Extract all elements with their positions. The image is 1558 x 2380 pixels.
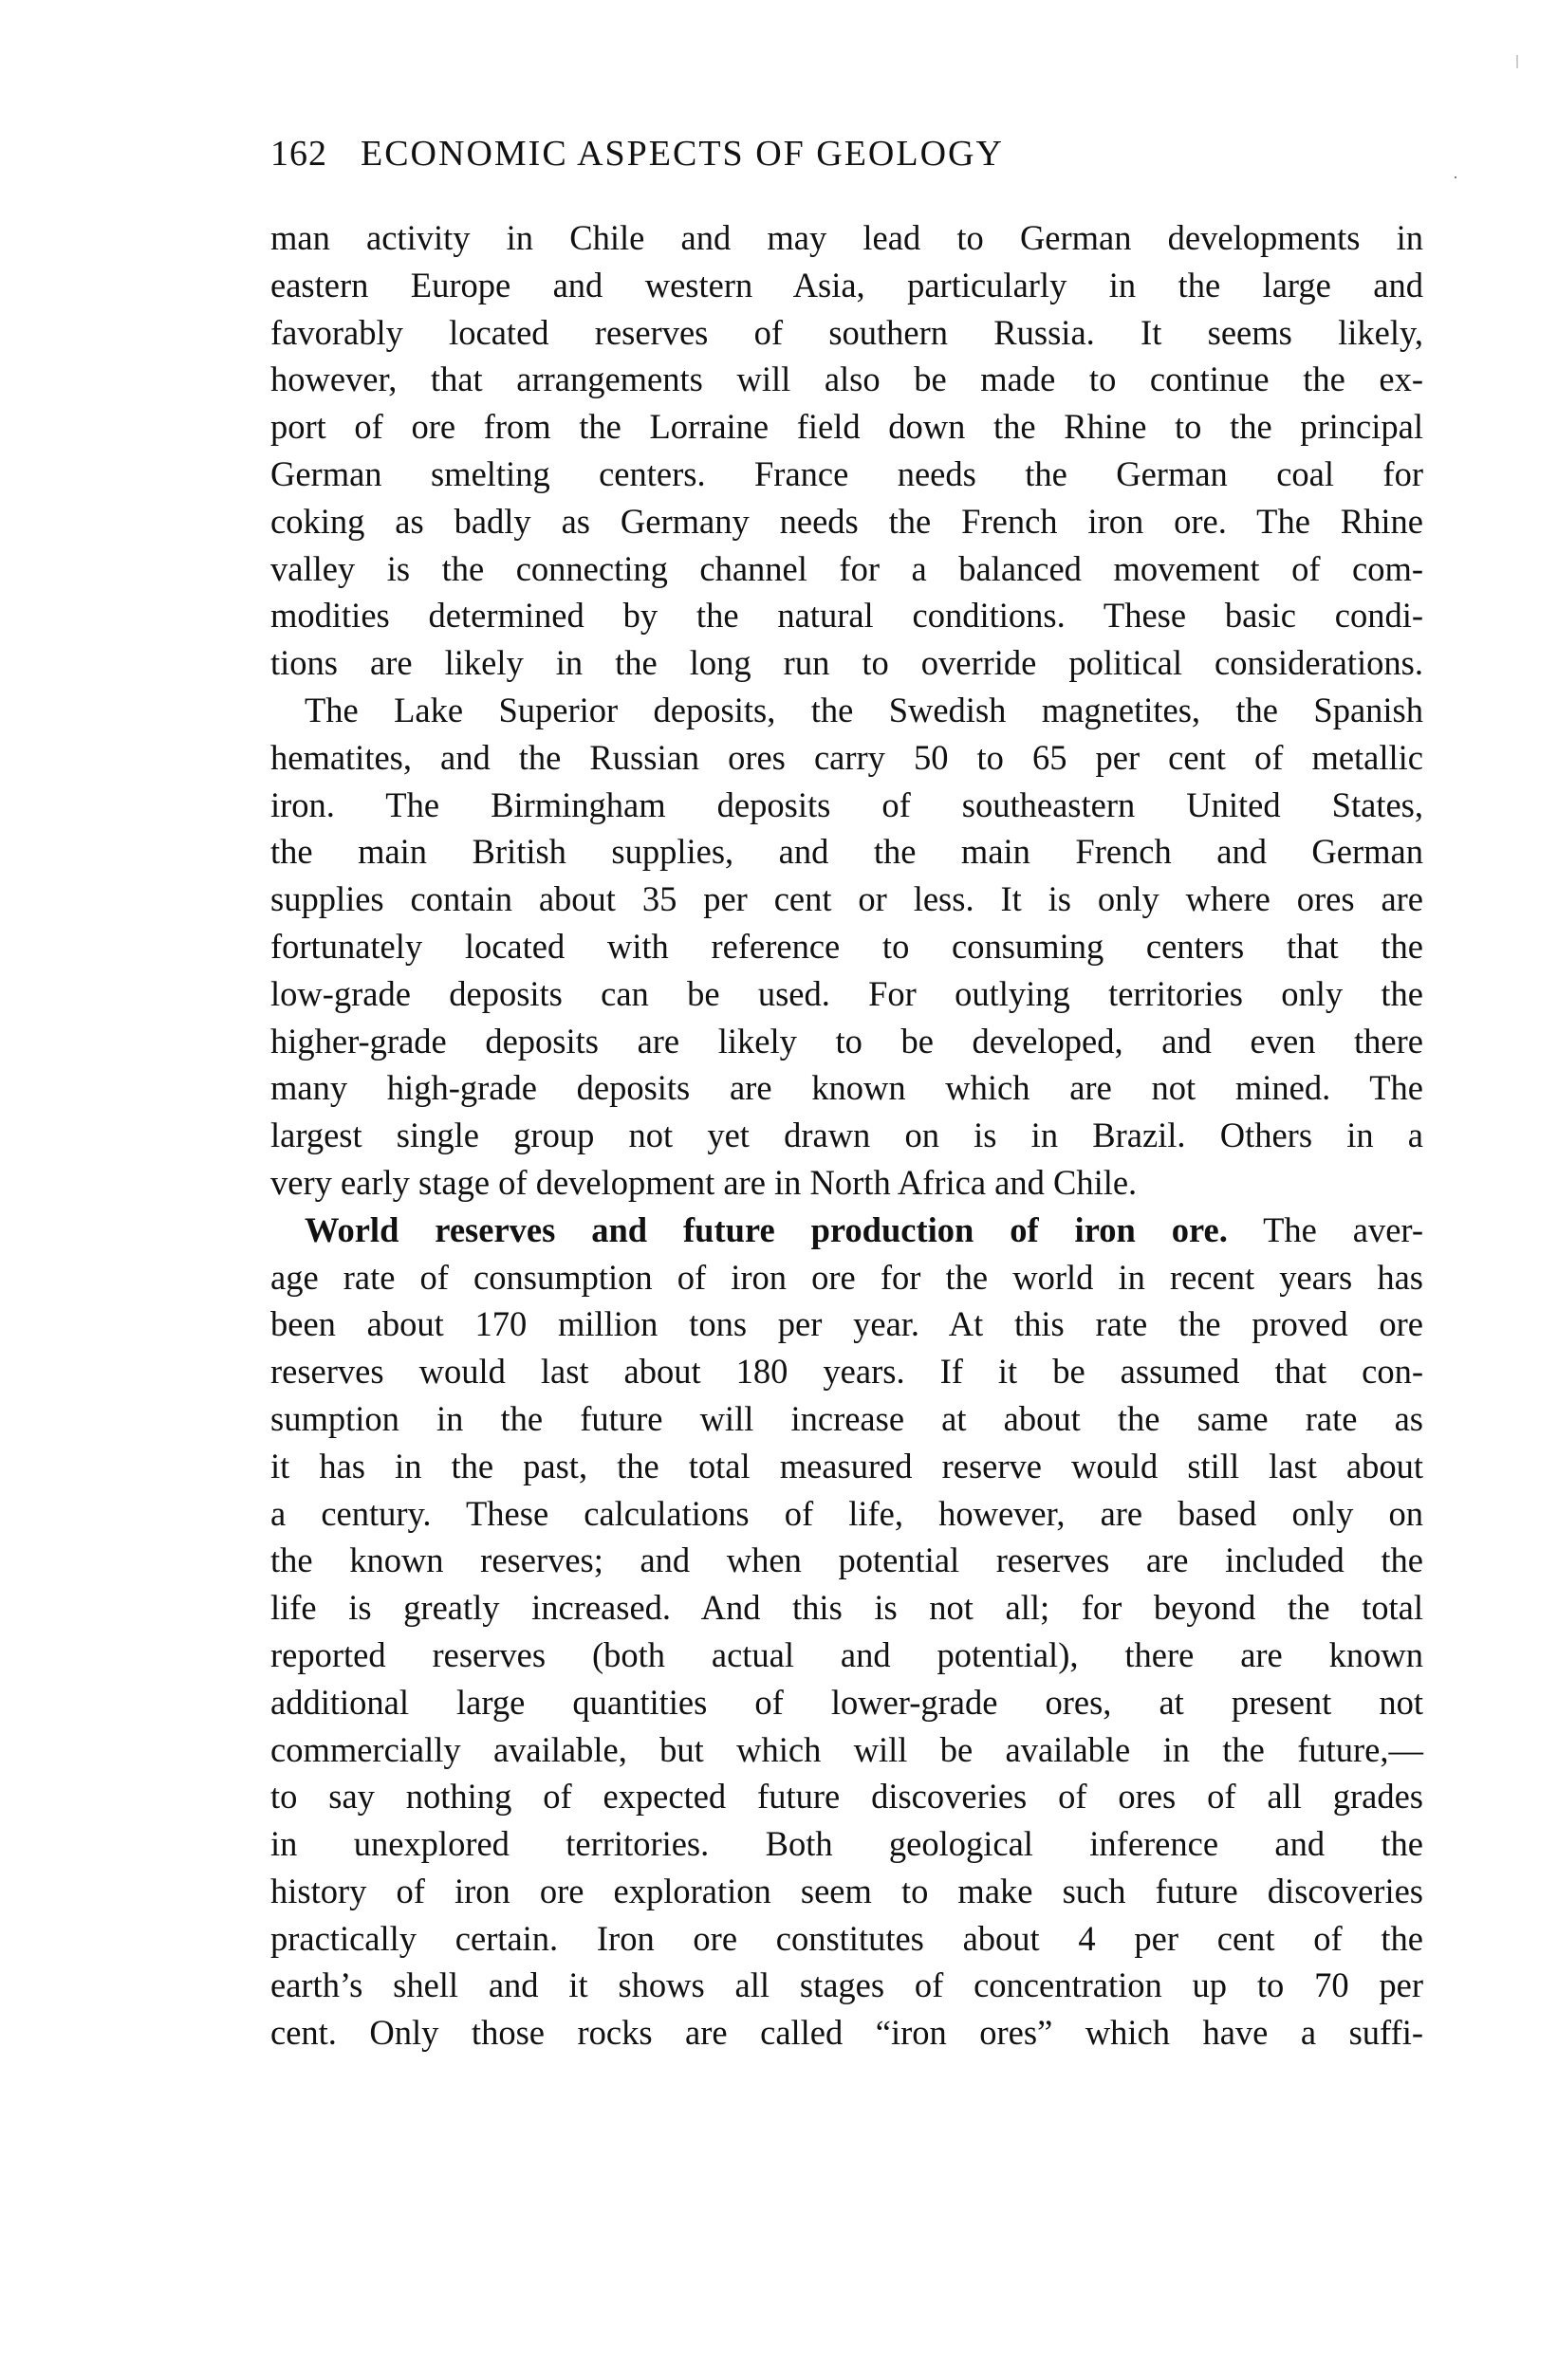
text-line: largest single group not yet drawn on is in Brazil. Others in a bbox=[270, 1116, 1423, 1155]
text-line: the main British supplies, and the main French and German bbox=[270, 832, 1423, 872]
text-line: port of ore from the Lorraine field down the Rhine to the principal bbox=[270, 407, 1423, 447]
book-page bbox=[270, 133, 1423, 2057]
text-line: reserves would last about 180 years. If it be assumed that con- bbox=[270, 1352, 1423, 1392]
text-line: sumption in the future will increase at about the same rate as bbox=[270, 1398, 1423, 1438]
text-line: low-grade deposits can be used. For outlying territories only the bbox=[270, 973, 1423, 1013]
text-line: The Lake Superior deposits, the Swedish magnetites, the Spanish bbox=[305, 690, 1423, 729]
text-line: fortunately located with reference to consuming centers that the bbox=[270, 926, 1423, 966]
section-heading: World reserves and future production of iron ore. bbox=[305, 1209, 1228, 1249]
text-line: many high-grade deposits are known which are not mined. The bbox=[270, 1068, 1423, 1108]
text-line: commercially available, but which will be available in the future,— bbox=[270, 1729, 1423, 1769]
text-line: reported reserves (both actual and potential), there are known bbox=[270, 1634, 1423, 1674]
text-line: coking as badly as Germany needs the French iron ore. The Rhine bbox=[270, 501, 1423, 541]
text-line: man activity in Chile and may lead to German developments in bbox=[270, 218, 1423, 257]
text-line: additional large quantities of lower-grade ores, at present not bbox=[270, 1682, 1423, 1722]
page-number: 162 bbox=[270, 134, 327, 174]
text-line: to say nothing of expected future discoveries of ores of all grades bbox=[270, 1777, 1423, 1817]
text-fragment: The aver- bbox=[1263, 1209, 1423, 1249]
paragraph-world-reserves bbox=[270, 1207, 1423, 2057]
text-line-with-heading bbox=[270, 1207, 1423, 1254]
text-line: German smelting centers. France needs the German coal for bbox=[270, 453, 1423, 493]
text-line: in unexplored territories. Both geological inference and the bbox=[270, 1824, 1423, 1864]
text-line: cent. Only those rocks are called “iron ores” which have a suffi- bbox=[270, 2013, 1423, 2053]
text-line: however, that arrangements will also be made to continue the ex- bbox=[270, 360, 1423, 399]
text-line: supplies contain about 35 per cent or less. It is only where ores are bbox=[270, 879, 1423, 919]
text-line: very early stage of development are in North Africa and Chile. bbox=[270, 1162, 1138, 1202]
text-line: favorably located reserves of southern Russia. It seems likely, bbox=[270, 312, 1423, 352]
paragraph-ore-grades bbox=[270, 687, 1423, 1207]
text-line: practically certain. Iron ore constitutes about 4 per cent of the bbox=[270, 1918, 1423, 1958]
text-line: life is greatly increased. And this is not all; for beyond the total bbox=[270, 1588, 1423, 1628]
text-line: it has in the past, the total measured reserve would still last about bbox=[270, 1446, 1423, 1485]
text-line: age rate of consumption of iron ore for the world in recent years has bbox=[270, 1257, 1423, 1297]
text-line: eastern Europe and western Asia, particularly in the large and bbox=[270, 265, 1423, 304]
scan-speck bbox=[1455, 176, 1456, 178]
text-line: history of iron ore exploration seem to make such future discoveries bbox=[270, 1871, 1423, 1910]
running-head bbox=[270, 133, 1423, 190]
text-line: valley is the connecting channel for a balanced movement of com- bbox=[270, 548, 1423, 588]
text-line: the known reserves; and when potential reserves are included the bbox=[270, 1541, 1423, 1580]
body-text bbox=[270, 214, 1423, 2057]
text-line: earth’s shell and it shows all stages of concentration up to 70 per bbox=[270, 1965, 1423, 2005]
text-line: modities determined by the natural conditions. These basic condi- bbox=[270, 596, 1423, 636]
running-title: ECONOMIC ASPECTS OF GEOLOGY bbox=[361, 134, 1004, 174]
text-line: hematites, and the Russian ores carry 50 to 65 per cent of metallic bbox=[270, 737, 1423, 777]
text-line: been about 170 million tons per year. At this rate the proved ore bbox=[270, 1304, 1423, 1344]
text-line: higher-grade deposits are likely to be developed, and even there bbox=[270, 1021, 1423, 1061]
text-line: iron. The Birmingham deposits of southeastern United States, bbox=[270, 784, 1423, 824]
paragraph-continuation bbox=[270, 214, 1423, 687]
text-line: tions are likely in the long run to override political considerations. bbox=[270, 643, 1423, 683]
text-line: a century. These calculations of life, however, are based only on bbox=[270, 1493, 1423, 1533]
scan-speck bbox=[1516, 55, 1518, 68]
